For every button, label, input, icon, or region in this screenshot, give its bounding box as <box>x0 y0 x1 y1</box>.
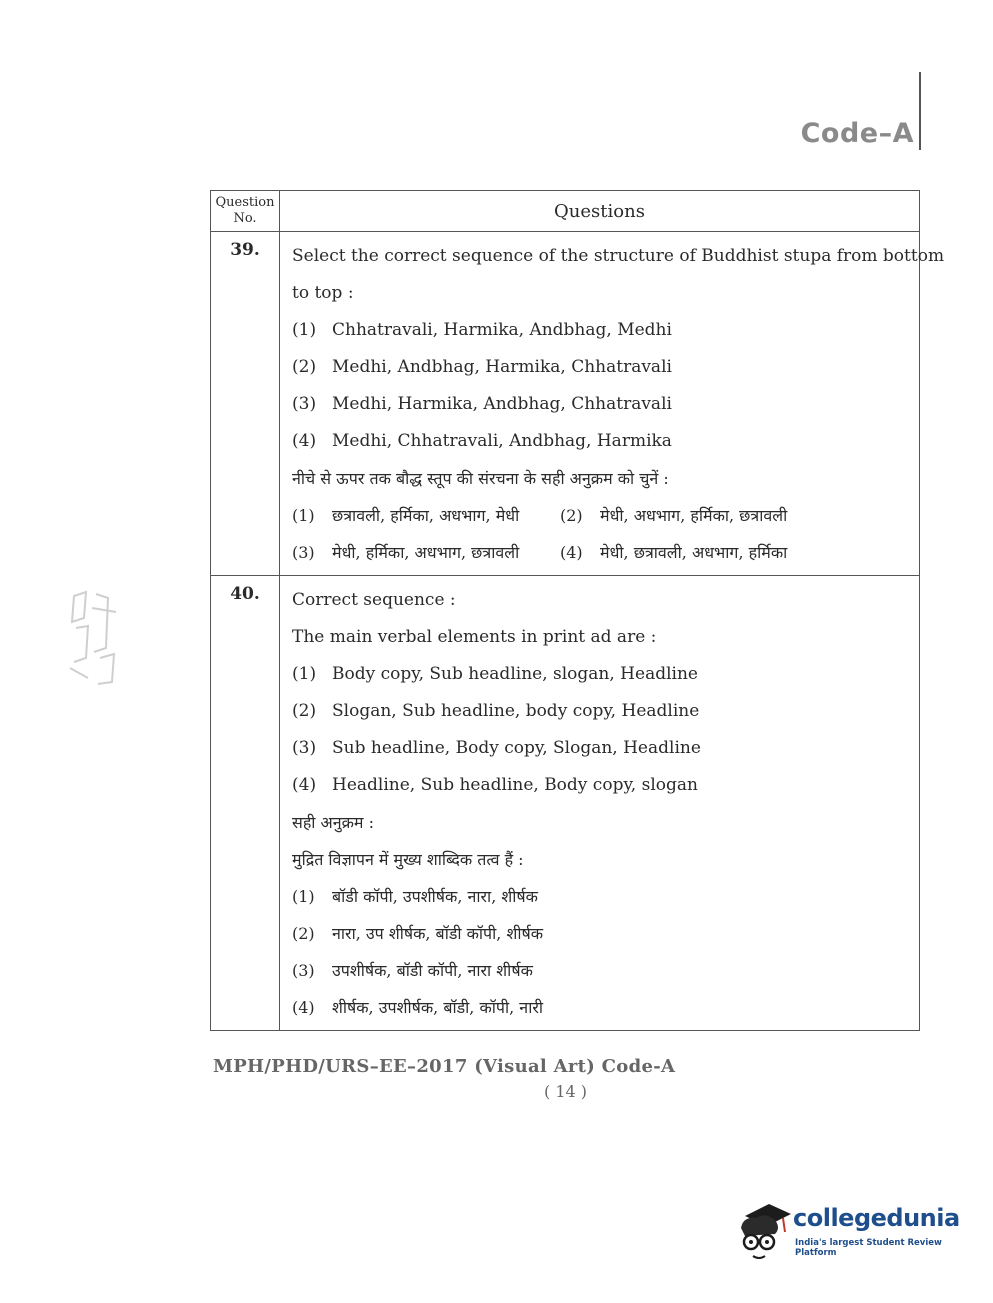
logo-tagline: India's largest Student Review Platform <box>795 1238 942 1258</box>
option: (1) Chhatravali, Harmika, Andbhag, Medhi <box>292 320 672 340</box>
question-table <box>210 190 945 1031</box>
option: (4) Medhi, Chhatravali, Andbhag, Harmika <box>292 431 672 451</box>
table-header-row <box>211 191 920 232</box>
question-row-40 <box>211 576 920 1031</box>
option: (3) मेधी, हर्मिका, अधभाग, छत्रावली <box>292 543 520 562</box>
option: (2) नारा, उप शीर्षक, बॉडी कॉपी, शीर्षक <box>292 924 544 943</box>
option: (1) छत्रावली, हर्मिका, अधभाग, मेधी <box>292 506 520 525</box>
question-body <box>280 232 945 576</box>
option: (1) बॉडी कॉपी, उपशीर्षक, नारा, शीर्षक <box>292 887 538 906</box>
faded-stamp-mark <box>66 588 122 688</box>
hindi-text: सही अनुक्रम : <box>292 813 374 832</box>
option: (3) उपशीर्षक, बॉडी कॉपी, नारा शीर्षक <box>292 961 533 980</box>
question-text: Correct sequence : <box>292 590 456 610</box>
hindi-option-pair <box>292 497 915 534</box>
option: (2) Medhi, Andbhag, Harmika, Chhatravali <box>292 357 672 377</box>
option: (2) Slogan, Sub headline, body copy, Headline <box>292 701 700 721</box>
question-text: Select the correct sequence of the structure of Buddhist stupa from bottom <box>292 246 945 266</box>
margin-rule <box>919 72 921 150</box>
option: (4) मेधी, छत्रावली, अधभाग, हर्मिका <box>560 543 788 562</box>
option: (1) Body copy, Sub headline, slogan, Headline <box>292 664 698 684</box>
question-text: to top : <box>292 283 354 303</box>
question-number: 40. <box>211 576 280 1031</box>
questions-header: Questions <box>280 191 920 232</box>
option: (4) Headline, Sub headline, Body copy, slogan <box>292 775 698 795</box>
option: (2) मेधी, अधभाग, हर्मिका, छत्रावली <box>560 506 788 525</box>
collegedunia-logo <box>735 1198 960 1268</box>
question-body <box>280 576 920 1031</box>
hindi-question-text: मुद्रित विज्ञापन में मुख्य शाब्दिक तत्व हैं : <box>292 850 524 869</box>
option: (3) Medhi, Harmika, Andbhag, Chhatravali <box>292 394 672 414</box>
exam-code-footer: MPH/PHD/URS–EE–2017 (Visual Art) Code-A <box>213 1056 676 1077</box>
mascot-icon <box>735 1198 795 1264</box>
question-no-header: Question No. <box>211 191 280 232</box>
page-number: ( 14 ) <box>543 1082 587 1101</box>
question-row-39 <box>211 232 920 576</box>
paper-code: Code–A <box>800 118 914 149</box>
hindi-question-text: नीचे से ऊपर तक बौद्ध स्तूप की संरचना के सही अनुक्रम को चुनें : <box>292 469 669 488</box>
question-number: 39. <box>211 232 280 576</box>
option: (3) Sub headline, Body copy, Slogan, Headline <box>292 738 701 758</box>
question-text: The main verbal elements in print ad are : <box>292 627 657 647</box>
hindi-option-pair <box>292 534 915 571</box>
option: (4) शीर्षक, उपशीर्षक, बॉडी, कॉपी, नारी <box>292 998 544 1017</box>
logo-wordmark: collegedunia <box>793 1204 960 1232</box>
